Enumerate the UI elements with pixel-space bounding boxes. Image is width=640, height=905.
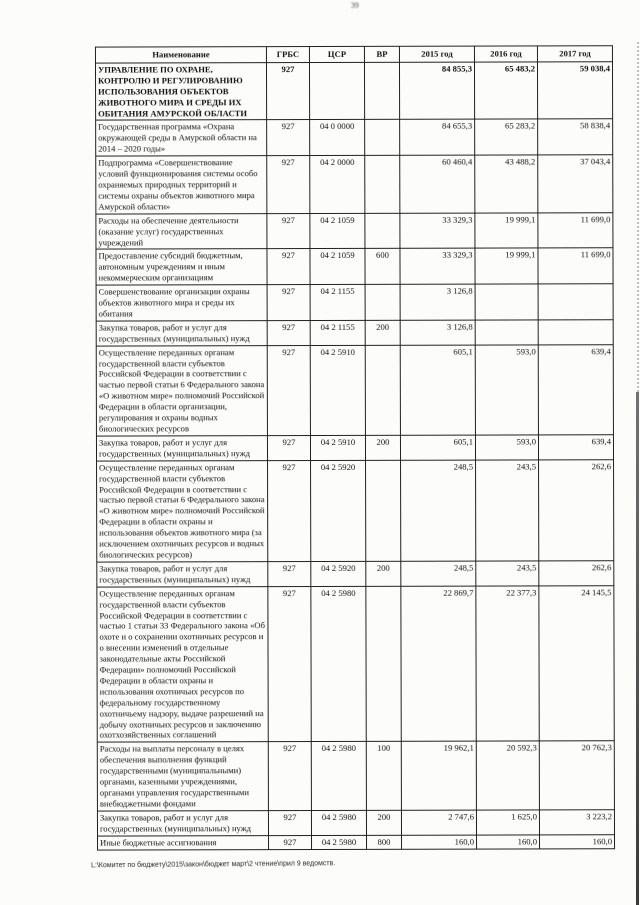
cell-csr	[309, 62, 364, 120]
table-row	[96, 248, 613, 285]
cell-grbs: 927	[266, 62, 309, 120]
table-row	[96, 435, 613, 461]
table-row	[97, 459, 614, 562]
cell-grbs: 927	[267, 285, 310, 321]
cell-csr: 04 2 5980	[312, 835, 367, 849]
cell-2015: 3 126,8	[400, 284, 475, 320]
cell-2016: 243,5	[476, 460, 539, 561]
cell-csr: 04 2 5920	[311, 561, 366, 586]
cell-csr: 04 2 1059	[310, 213, 365, 249]
table-row	[96, 284, 613, 321]
column-header-vr: ВР	[364, 46, 399, 62]
cell-vr	[364, 62, 399, 120]
cell-csr: 04 2 5980	[311, 810, 366, 835]
table-header-row	[95, 46, 612, 63]
cell-csr: 04 2 1155	[310, 320, 365, 345]
table-row	[95, 62, 612, 121]
cell-name: Закупка товаров, работ и услуг для государственных (муниципальных) нужд	[96, 320, 267, 345]
cell-vr: 100	[366, 742, 401, 811]
cell-name: Осуществление переданных органам государственной власти субъектов Российской Федерации в соответствии с частью 1 статьи 33 Федерального закона «Об охоте и о сохранении охотничьих ресурсов и о внесении изменений в отдельные законодательные акты Российской Федерации» полномочий Российской Федерации в области охраны и использования охотничьих ресурсов по федеральному государственному охотничьему надзору, выдаче разрешений на добычу охотничьих ресурсов и заключению охотхозяйственных соглашений	[97, 586, 268, 742]
cell-name: Иные бюджетные ассигнования	[98, 835, 269, 849]
cell-vr: 800	[367, 835, 402, 849]
cell-name: Государственная программа «Охрана окружающей среды в Амурской области на 2014 – 2020 годы»	[96, 120, 267, 156]
cell-2016: 65 483,2	[474, 62, 537, 120]
cell-2015: 160,0	[402, 835, 477, 849]
cell-grbs: 927	[267, 249, 310, 285]
cell-2017	[538, 284, 613, 320]
cell-name: Закупка товаров, работ и услуг для государственных (муниципальных) нужд	[97, 810, 268, 835]
budget-table	[95, 45, 615, 850]
cell-grbs: 927	[267, 156, 310, 214]
cell-2015: 248,5	[401, 460, 476, 561]
cell-2017: 639,4	[538, 435, 613, 460]
cell-2016: 160,0	[477, 835, 540, 849]
cell-2017: 11 699,0	[538, 212, 613, 248]
column-header-csr: ЦСР	[309, 46, 364, 62]
cell-csr: 04 2 0000	[310, 156, 365, 214]
cell-vr	[365, 120, 400, 156]
table-row	[97, 585, 614, 742]
cell-2015: 605,1	[400, 435, 475, 460]
cell-2015: 84 655,3	[400, 120, 475, 156]
cell-2016: 243,5	[476, 561, 539, 586]
cell-vr: 200	[365, 435, 400, 460]
cell-2016	[475, 284, 538, 320]
cell-2017: 58 838,4	[538, 119, 613, 155]
cell-2016: 19 999,1	[475, 213, 538, 249]
cell-2015: 248,5	[401, 561, 476, 586]
cell-vr: 600	[365, 249, 400, 285]
cell-2015: 19 962,1	[401, 741, 476, 810]
column-header-2015: 2015 год	[399, 46, 474, 62]
scan-edge-artifact-top	[637, 42, 639, 392]
cell-2016: 593,0	[475, 345, 538, 435]
cell-vr	[365, 155, 400, 213]
table-row	[96, 155, 613, 214]
cell-name: Предоставление субсидий бюджетным, автономным учреждениям и иным некоммерческим организациям	[96, 249, 267, 285]
cell-2015: 2 747,6	[401, 810, 476, 835]
column-header-2017: 2017 год	[537, 46, 612, 62]
cell-name: Расходы на выплаты персоналу в целях обеспечения выполнения функций государственными (муниципальными) органами, казенными учреждениями, органами управления государственными внебюджетными фондами	[97, 742, 268, 811]
cell-2016: 22 377,3	[476, 586, 539, 742]
cell-name: Осуществление переданных органам государственной власти субъектов Российской Федерации в соответствии с частью первой статьи 6 Федерального закона «О животном мире» полномочий Российской Федерации в области охраны и использования объектов животного мира (за исключением охотничьих ресурсов и водных биологических ресурсов)	[97, 460, 268, 562]
cell-name: Закупка товаров, работ и услуг для государственных (муниципальных) нужд	[97, 562, 268, 587]
cell-2016	[475, 320, 538, 345]
cell-vr	[366, 586, 401, 742]
column-header-grbs: ГРБС	[266, 47, 309, 63]
cell-csr: 04 2 5910	[310, 435, 365, 460]
cell-2015: 3 126,8	[400, 320, 475, 345]
cell-name: Расходы на обеспечение деятельности (оказание услуг) государственных учреждений	[96, 213, 267, 249]
cell-csr: 04 2 5980	[311, 586, 366, 742]
cell-2015: 605,1	[400, 345, 475, 435]
cell-2017: 59 038,4	[537, 62, 612, 120]
cell-name: Подпрограмма «Совершенствование условий функционирования системы особо охраняемых природных территорий и системы охраны объектов животного мира Амурской области»	[96, 156, 267, 214]
table-row	[96, 344, 613, 436]
table-row	[97, 810, 614, 836]
cell-vr: 200	[366, 561, 401, 586]
table-row	[96, 119, 613, 156]
cell-2015: 33 329,3	[400, 213, 475, 249]
table-row	[98, 834, 615, 849]
cell-2017	[538, 320, 613, 345]
cell-2017: 639,4	[538, 344, 613, 434]
cell-grbs: 927	[267, 213, 310, 249]
cell-csr: 04 2 1155	[310, 285, 365, 321]
cell-grbs: 927	[267, 345, 310, 435]
cell-grbs: 927	[268, 810, 311, 835]
cell-2017: 37 043,4	[538, 155, 613, 213]
scan-edge-artifact-bottom	[636, 392, 639, 905]
cell-2015: 33 329,3	[400, 248, 475, 284]
column-header-name: Наименование	[95, 47, 266, 63]
cell-grbs: 927	[267, 320, 310, 345]
cell-2015: 84 855,3	[399, 62, 474, 120]
cell-name: УПРАВЛЕНИЕ ПО ОХРАНЕ, КОНТРОЛЮ И РЕГУЛИРОВАНИЮ ИСПОЛЬЗОВАНИЯ ОБЪЕКТОВ ЖИВОТНОГО МИРА И СРЕДЫ ИХ ОБИТАНИЯ АМУРСКОЙ ОБЛАСТИ	[95, 63, 266, 121]
cell-csr: 04 2 5910	[310, 345, 365, 435]
table-row	[96, 320, 613, 346]
cell-name: Совершенствование организации охраны объектов животного мира и среды их обитания	[96, 285, 267, 321]
cell-vr	[366, 460, 401, 561]
cell-2017: 262,6	[539, 561, 614, 586]
cell-2016: 65 283,2	[475, 119, 538, 155]
cell-2017: 24 145,5	[539, 585, 614, 741]
cell-2016: 593,0	[475, 435, 538, 460]
cell-name: Закупка товаров, работ и услуг для государственных (муниципальных) нужд	[96, 436, 267, 461]
cell-grbs: 927	[269, 835, 312, 849]
cell-2015: 22 869,7	[401, 586, 476, 742]
cell-2016: 20 592,3	[476, 741, 539, 810]
cell-name: Осуществление переданных органам государственной власти субъектов Российской Федерации в соответствии с частью первой статьи 6 Федерального закона «О животном мире» полномочий Российской Федерации в области организации, регулирования и охраны водных биологических ресурсов	[96, 345, 267, 436]
cell-grbs: 927	[268, 742, 311, 811]
cell-csr: 04 2 1059	[310, 249, 365, 285]
cell-grbs: 927	[267, 435, 310, 460]
cell-2017: 262,6	[539, 459, 614, 560]
table-row	[97, 561, 614, 587]
cell-vr: 200	[365, 320, 400, 345]
cell-csr: 04 2 5920	[311, 460, 366, 561]
cell-2016: 19 999,1	[475, 248, 538, 284]
cell-2016: 1 625,0	[476, 810, 539, 835]
table-row	[96, 212, 613, 249]
cell-csr: 04 2 5980	[311, 742, 366, 811]
cell-2017: 11 699,0	[538, 248, 613, 284]
cell-vr	[365, 345, 400, 435]
cell-vr	[365, 213, 400, 249]
cell-vr: 200	[366, 810, 401, 835]
cell-2017: 20 762,3	[539, 741, 614, 810]
cell-grbs: 927	[268, 460, 311, 561]
footer-file-path: L:\Комитет по бюджету\2015\закон\бюджет март\2 чтение\прил 9 ведомств.	[91, 860, 336, 870]
cell-grbs: 927	[267, 120, 310, 156]
cell-2015: 60 460,4	[400, 155, 475, 213]
cell-vr	[365, 284, 400, 320]
cell-2017: 3 223,2	[539, 810, 614, 835]
cell-grbs: 927	[268, 561, 311, 586]
cell-grbs: 927	[268, 586, 311, 742]
page-number: 39	[350, 0, 359, 10]
table-row	[97, 741, 614, 811]
cell-csr: 04 0 0000	[310, 120, 365, 156]
cell-2016: 43 488,2	[475, 155, 538, 213]
column-header-2016: 2016 год	[474, 46, 537, 62]
cell-2017: 160,0	[540, 834, 615, 848]
